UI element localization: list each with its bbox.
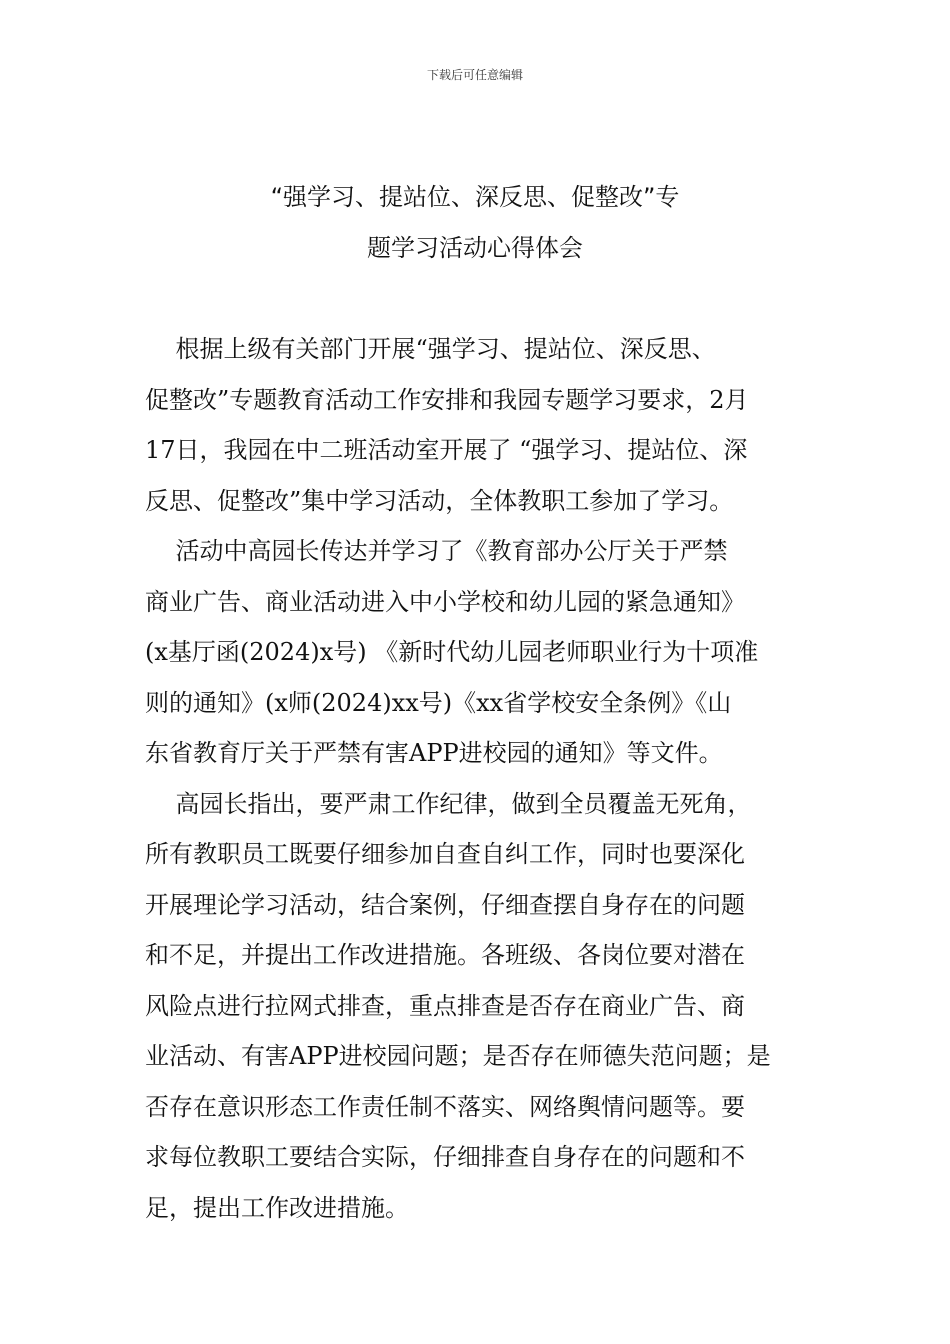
body-line: 风险点进行拉网式排查，重点排查是否存在商业广告、商	[145, 991, 745, 1020]
body-line: 活动中高园长传达并学习了《教育部办公厅关于严禁	[145, 537, 728, 565]
body-line: 否存在意识形态工作责任制不落实、网络舆情问题等。要	[145, 1092, 745, 1121]
title-line: “强学习、提站位、深反思、促整改”专	[270, 183, 680, 211]
body-line: 东省教育厅关于严禁有害APP进校园的通知》等文件。	[145, 739, 723, 767]
header-note: 下载后可任意编辑	[426, 68, 523, 82]
body-line: 足，提出工作改进措施。	[145, 1193, 409, 1222]
body-line: 商业广告、商业活动进入中小学校和幼儿园的紧急通知》	[145, 587, 745, 616]
body-line: 根据上级有关部门开展“强学习、提站位、深反思、	[145, 335, 716, 363]
body-line: 则的通知》(x师(2024)xx号)《xx省学校安全条例》《山	[145, 688, 732, 717]
body-line: 17日，我园在中二班活动室开展了 “强学习、提站位、深	[145, 436, 748, 464]
document-body	[145, 324, 810, 1233]
body-line: 和不足，并提出工作改进措施。各班级、各岗位要对潜在	[145, 941, 745, 969]
title-line: 题学习活动心得体会	[367, 233, 583, 262]
body-line: 求每位教职工要结合实际，仔细排查自身存在的问题和不	[145, 1143, 745, 1171]
body-line: 所有教职员工既要仔细参加自查自纠工作，同时也要深化	[145, 840, 745, 868]
body-line: 反思、促整改”集中学习活动，全体教职工参加了学习。	[145, 486, 734, 515]
body-line: (x基厅函(2024)x号) 《新时代幼儿园老师职业行为十项准	[145, 638, 759, 666]
body-line: 促整改”专题教育活动工作安排和我园专题学习要求，2月	[145, 385, 749, 414]
body-line: 业活动、有害APP进校园问题；是否存在师德失范问题；是	[145, 1042, 771, 1070]
body-line: 高园长指出，要严肃工作纪律，做到全员覆盖无死角，	[145, 789, 752, 818]
document-title	[140, 172, 810, 273]
body-line: 开展理论学习活动，结合案例，仔细查摆自身存在的问题	[145, 890, 745, 919]
